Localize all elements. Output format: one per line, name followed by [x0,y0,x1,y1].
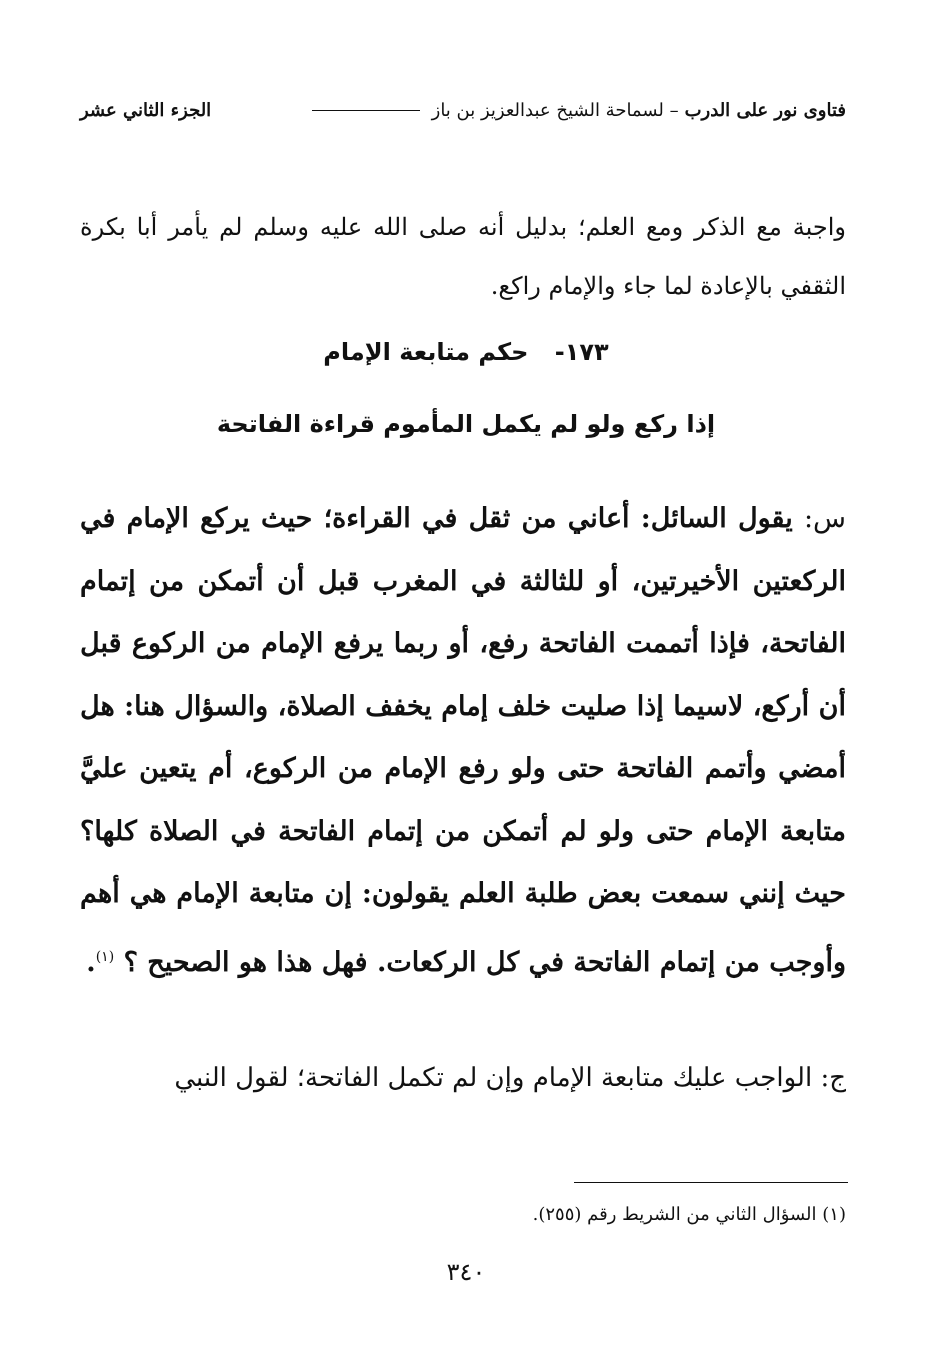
question-paragraph [80,488,846,994]
running-header [80,100,846,121]
section-heading [0,338,932,366]
footnote-reference[interactable]: (١) [95,948,115,965]
header-book-title: فتاوى نور على الدرب [684,100,846,121]
intro-paragraph: واجبة مع الذكر ومع العلم؛ بدليل أنه صلى الله عليه وسلم لم يأمر أبا بكرة الثقفي بالإعادة لما جاء والإمام راكع. [80,213,846,300]
question-end-mark: . [86,946,96,978]
question-text: يقول السائل: أعاني من ثقل في القراءة؛ حيث يركع الإمام في الركعتين الأخيرتين، أو للثالثة في المغرب قبل أن أتمكن من إتمام الفاتحة، فإذا أتممت الفاتحة رفع، أو ربما يرفع الإمام من الركوع قبل أن أركع، لاسيما إذا صليت خلف إمام يخفف الصلاة، والسؤال هنا: هل أمضي وأتمم الفاتحة حتى ولو رفع الإمام من الركوع، أم يتعين عليَّ متابعة الإمام حتى ولو لم أتمكن من إتمام الفاتحة في الصلاة كلها؟ حيث إنني سمعت بعض طلبة العلم يقولون: إن متابعة الإمام هي أهم وأوجب من إتمام الفاتحة في كل الركعات. فهل هذا هو الصحيح ؟ [80,503,846,978]
answer-label: ج: [820,1063,846,1093]
section-title-line1: حكم متابعة الإمام [323,338,529,366]
header-volume: الجزء الثاني عشر [80,100,212,121]
question-label: س: [803,503,846,534]
header-title-group [306,100,846,121]
section-title-line2: إذا ركع ولو لم يكمل المأموم قراءة الفاتحة [216,410,716,438]
answer-paragraph [80,1048,846,1108]
footnote-divider [574,1182,848,1183]
header-dash-rule [312,110,420,111]
header-author: – لسماحة الشيخ عبدالعزيز بن باز [431,100,679,121]
answer-text: الواجب عليك متابعة الإمام وإن لم تكمل الفاتحة؛ لقول النبي [174,1063,813,1093]
footnote: (١) السؤال الثاني من الشريط رقم (٢٥٥). [532,1204,846,1225]
page-number: ٣٤٠ [446,1258,486,1286]
section-number: ١٧٣- [554,338,609,366]
